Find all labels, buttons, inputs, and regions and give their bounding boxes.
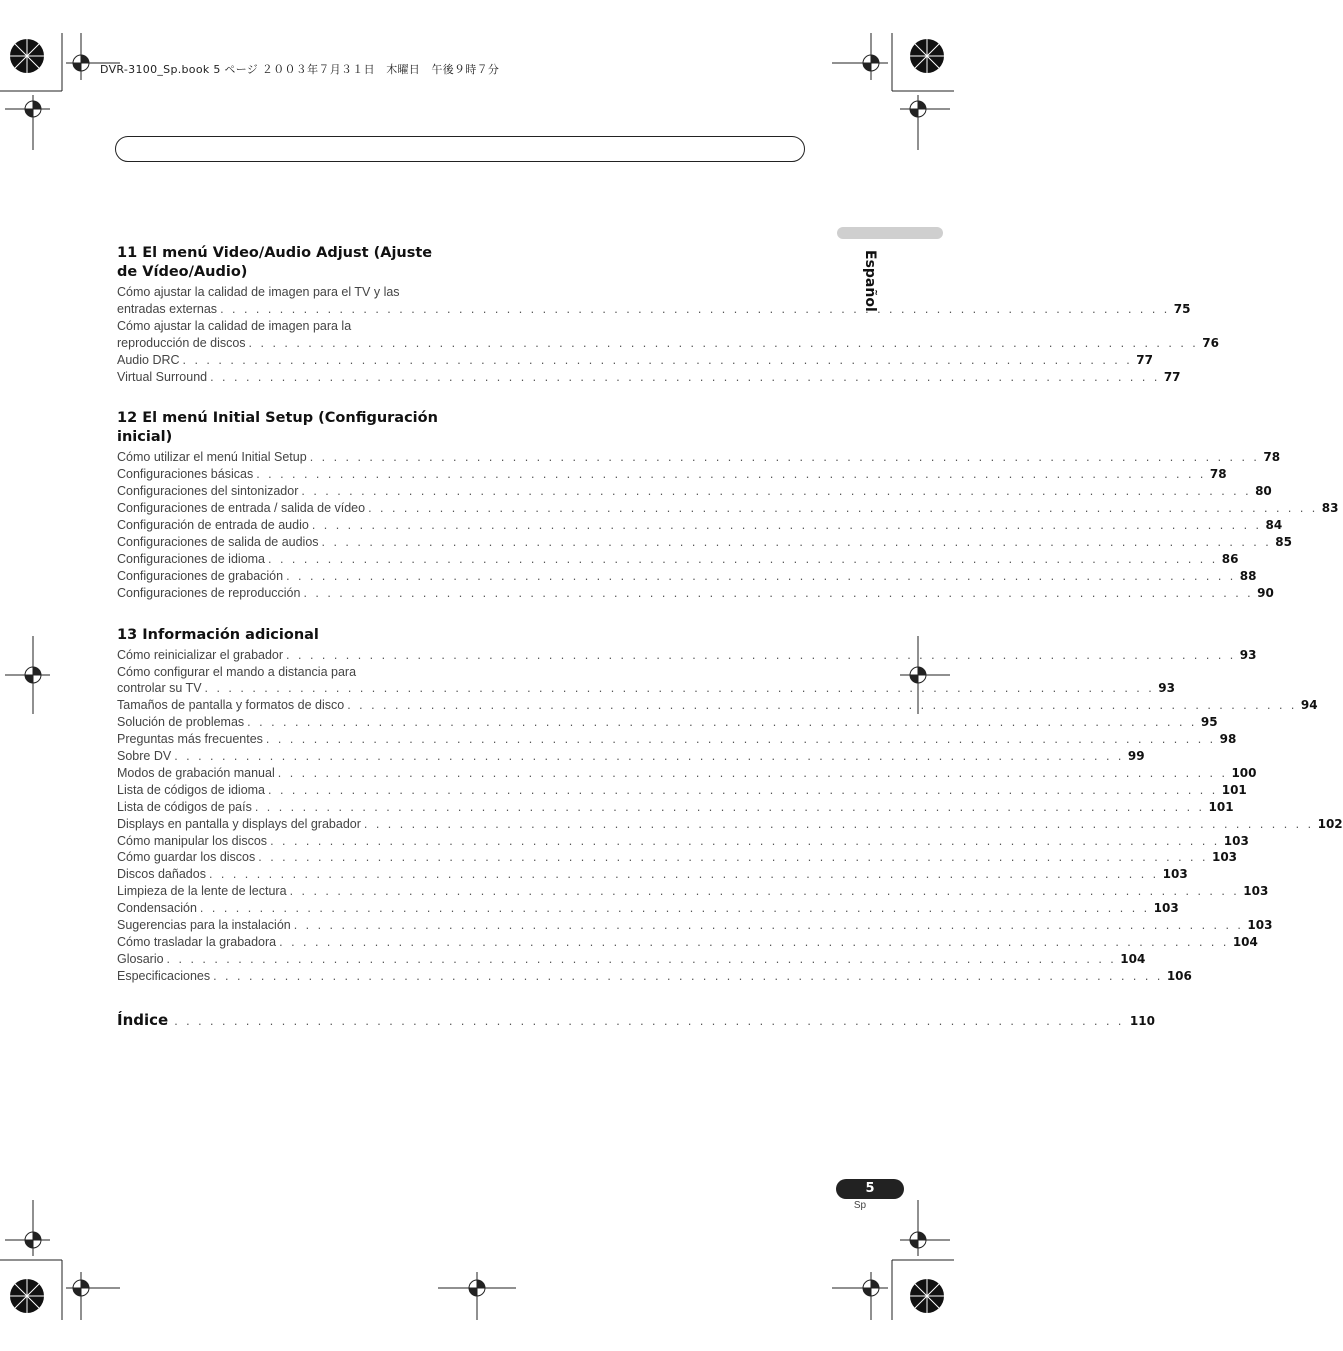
toc-entry[interactable] — [117, 765, 1257, 782]
entry-label: Limpieza de la lente de lectura — [117, 884, 287, 899]
toc-entry[interactable] — [117, 664, 1175, 698]
entry-row — [117, 500, 1339, 517]
toc-entry[interactable] — [117, 369, 1181, 386]
entry-page-number: 85 — [1275, 534, 1292, 549]
toc-entry[interactable] — [117, 934, 1258, 951]
entry-page-number: 99 — [1127, 749, 1145, 764]
entry-page-number: 98 — [1219, 732, 1237, 747]
chapter-title-bar — [115, 136, 805, 162]
dot-leader: . . . . . . . . . . . . . . . . . . . . . . . . . . . . . . . . . . . . . . . . . . . . . . . . . . . . . . . . . . . . . . . . . . . . . . . . . . . . . . . . — [301, 484, 1252, 499]
toc-entry[interactable] — [117, 900, 1179, 917]
entry-row — [117, 585, 1274, 602]
dot-leader: . . . . . . . . . . . . . . . . . . . . . . . . . . . . . . . . . . . . . . . . . . . . . . . . . . . . . . . . . . . . . . . . . . . . . . . . . . . . . . . . — [270, 833, 1220, 848]
entry-label-line: Cómo configurar el mando a distancia para — [117, 664, 357, 679]
toc-entry[interactable] — [117, 449, 1281, 466]
dot-leader: . . . . . . . . . . . . . . . . . . . . . . . . . . . . . . . . . . . . . . . . . . . . . . . . . . . . . . . . . . . . . . . . . . . . . . . . . . . . . . . . — [303, 585, 1254, 600]
toc-entry[interactable] — [117, 568, 1257, 585]
entry-label: Preguntas más frecuentes — [117, 732, 263, 747]
language-tab — [837, 227, 943, 239]
entry-row — [117, 369, 1181, 386]
entry-row — [117, 731, 1237, 748]
entry-row — [117, 833, 1249, 850]
entry-label: Especificaciones — [117, 968, 211, 983]
entry-label: Configuraciones de idioma — [117, 551, 266, 566]
page-number: 5 — [836, 1179, 904, 1199]
dot-leader: . . . . . . . . . . . . . . . . . . . . . . . . . . . . . . . . . . . . . . . . . . . . . . . . . . . . . . . . . . . . . . . . . . . . . . . . . . . . . . . . — [309, 450, 1260, 465]
entry-label: Lista de códigos de idioma — [117, 782, 266, 797]
entry-row — [117, 534, 1292, 551]
toc-section — [117, 626, 1343, 985]
toc-entry[interactable] — [117, 866, 1188, 883]
dot-leader: . . . . . . . . . . . . . . . . . . . . . . . . . . . . . . . . . . . . . . . . . . . . . . . . . . . . . . . . . . . . . . . . . . . . . . . . . . . . . . . . — [265, 732, 1216, 747]
language-label: Español — [862, 250, 878, 312]
entry-label: Configuraciones de grabación — [117, 568, 284, 583]
entry-page-number: 101 — [1221, 782, 1247, 797]
entry-label: Displays en pantalla y displays del grabador — [117, 816, 361, 831]
entry-row — [117, 816, 1343, 833]
entry-page-number: 104 — [1120, 951, 1146, 966]
entry-row — [117, 352, 1153, 369]
entry-label: controlar su TV — [117, 681, 202, 696]
entry-row — [117, 968, 1192, 985]
entry-label: Virtual Surround — [117, 369, 208, 384]
entry-label: Cómo utilizar el menú Initial Setup — [117, 450, 307, 465]
entry-page-number: 86 — [1221, 551, 1239, 566]
entry-row — [117, 647, 1257, 664]
entry-page-number: 88 — [1239, 568, 1257, 583]
dot-leader: . . . . . . . . . . . . . . . . . . . . . . . . . . . . . . . . . . . . . . . . . . . . . . . . . . . . . . . . . . . . . . . . . . . . . . . . . . . . . . . . — [277, 765, 1228, 780]
entry-page-number: 103 — [1247, 918, 1273, 933]
entry-label: Sugerencias para la instalación — [117, 918, 291, 933]
entry-label-line: Cómo ajustar la calidad de imagen para el TV y las — [117, 285, 400, 299]
entry-label: Glosario — [117, 951, 164, 966]
dot-leader: . . . . . . . . . . . . . . . . . . . . . . . . . . . . . . . . . . . . . . . . . . . . . . . . . . . . . . . . . . . . . . . . . . . . . . . . . . . . . . . . — [208, 867, 1159, 882]
dot-leader: . . . . . . . . . . . . . . . . . . . . . . . . . . . . . . . . . . . . . . . . . . . . . . . . . . . . . . . . . . . . . . . . . . . . . . . . . . . . . . . . — [210, 369, 1160, 384]
toc-entry[interactable] — [117, 816, 1343, 833]
toc-entry[interactable] — [117, 534, 1292, 551]
entry-page-number: 95 — [1200, 715, 1218, 730]
dot-leader: . . . . . . . . . . . . . . . . . . . . . . . . . . . . . . . . . . . . . . . . . . . . . . . . . . . . . . . . . . . . . . . . . . . . . . . . . . . . . . . . — [279, 935, 1229, 949]
entry-row — [117, 483, 1272, 500]
entry-row — [117, 714, 1218, 731]
entry-row — [117, 551, 1239, 568]
entry-page-number: 100 — [1231, 765, 1257, 780]
entry-page-number: 93 — [1158, 681, 1175, 696]
toc-section — [117, 409, 1339, 601]
entry-page-number: 76 — [1202, 335, 1219, 350]
entry-label: Cómo reinicializar el grabador — [117, 647, 284, 662]
entry-row — [117, 799, 1234, 816]
toc-entry[interactable] — [117, 466, 1227, 483]
dot-leader: . . . . . . . . . . . . . . . . . . . . . . . . . . . . . . . . . . . . . . . . . . . . . . . . . . . . . . . . . . . . . . . . . . . . . . . . . . . . . . . . — [254, 799, 1205, 814]
entry-page-number: 77 — [1136, 352, 1153, 367]
entry-page-number: 103 — [1211, 850, 1238, 865]
toc-entry[interactable] — [117, 782, 1247, 799]
entry-label: Configuraciones del sintonizador — [117, 484, 299, 499]
dot-leader: . . . . . . . . . . . . . . . . . . . . . . . . . . . . . . . . . . . . . . . . . . . . . . . . . . . . . . . . . . . . . . . . . . . . . . . . . . . . . . . . — [174, 1013, 1124, 1028]
dot-leader: . . . . . . . . . . . . . . . . . . . . . . . . . . . . . . . . . . . . . . . . . . . . . . . . . . . . . . . . . . . . . . . . . . . . . . . . . . . . . . . . — [166, 951, 1117, 966]
entry-label: Cómo guardar los discos — [117, 850, 256, 865]
dot-leader: . . . . . . . . . . . . . . . . . . . . . . . . . . . . . . . . . . . . . . . . . . . . . . . . . . . . . . . . . . . . . . . . . . . . . . . . . . . . . . . . — [368, 501, 1318, 516]
entry-label: Lista de códigos de país — [117, 799, 252, 814]
dot-leader: . . . . . . . . . . . . . . . . . . . . . . . . . . . . . . . . . . . . . . . . . . . . . . . . . . . . . . . . . . . . . . . . . . . . . . . . . . . . . . . . — [204, 681, 1155, 696]
dot-leader: . . . . . . . . . . . . . . . . . . . . . . . . . . . . . . . . . . . . . . . . . . . . . . . . . . . . . . . . . . . . . . . . . . . . . . . . . . . . . . . . — [363, 816, 1314, 831]
entry-label: Sobre DV — [117, 749, 172, 764]
dot-leader: . . . . . . . . . . . . . . . . . . . . . . . . . . . . . . . . . . . . . . . . . . . . . . . . . . . . . . . . . . . . . . . . . . . . . . . . . . . . . . . . — [311, 518, 1262, 533]
entry-row — [117, 951, 1146, 968]
toc-entry[interactable] — [117, 517, 1283, 534]
toc-entry[interactable] — [117, 284, 1191, 318]
dot-leader: . . . . . . . . . . . . . . . . . . . . . . . . . . . . . . . . . . . . . . . . . . . . . . . . . . . . . . . . . . . . . . . . . . . . . . . . . . . . . . . . — [321, 534, 1272, 549]
dot-leader: . . . . . . . . . . . . . . . . . . . . . . . . . . . . . . . . . . . . . . . . . . . . . . . . . . . . . . . . . . . . . . . . . . . . . . . . . . . . . . . . — [289, 884, 1240, 899]
toc-entry[interactable] — [117, 833, 1249, 850]
toc-entry[interactable] — [117, 968, 1192, 985]
dot-leader: . . . . . . . . . . . . . . . . . . . . . . . . . . . . . . . . . . . . . . . . . . . . . . . . . . . . . . . . . . . . . . . . . . . . . . . . . . . . . . . . — [213, 968, 1163, 983]
index-label: Índice — [117, 1010, 169, 1029]
entry-page-number: 103 — [1243, 884, 1269, 899]
entry-page-number: 102 — [1317, 816, 1343, 831]
section-title: 13 Información adicional — [117, 626, 319, 643]
entry-label: Configuraciones básicas — [117, 467, 254, 482]
entry-row — [117, 782, 1247, 799]
entry-label-line: Cómo ajustar la calidad de imagen para la — [117, 318, 352, 333]
entry-row — [117, 568, 1257, 585]
entry-label: Modos de grabación manual — [117, 765, 275, 780]
entry-label: entradas externas — [117, 301, 218, 316]
toc-entry[interactable] — [117, 714, 1218, 731]
entry-row — [117, 900, 1179, 917]
entry-label: Audio DRC — [117, 352, 180, 367]
entry-row — [117, 917, 1273, 934]
entry-row — [117, 883, 1269, 900]
section-title: 11 El menú Video/Audio Adjust (Ajuste de Vídeo/Audio) — [117, 245, 433, 280]
dot-leader: . . . . . . . . . . . . . . . . . . . . . . . . . . . . . . . . . . . . . . . . . . . . . . . . . . . . . . . . . . . . . . . . . . . . . . . . . . . . . . . . — [286, 647, 1236, 662]
entry-row — [117, 765, 1257, 782]
dot-leader: . . . . . . . . . . . . . . . . . . . . . . . . . . . . . . . . . . . . . . . . . . . . . . . . . . . . . . . . . . . . . . . . . . . . . . . . . . . . . . . . — [286, 568, 1236, 583]
toc-entry[interactable] — [117, 799, 1234, 816]
entry-label: Configuraciones de salida de audios — [117, 534, 319, 549]
entry-row — [117, 449, 1281, 466]
toc-entry[interactable] — [117, 883, 1269, 900]
entry-row — [117, 866, 1188, 883]
entry-label: Discos dañados — [117, 867, 206, 882]
toc-entry[interactable] — [117, 748, 1145, 765]
entry-label: Cómo trasladar la grabadora — [117, 935, 277, 949]
dot-leader: . . . . . . . . . . . . . . . . . . . . . . . . . . . . . . . . . . . . . . . . . . . . . . . . . . . . . . . . . . . . . . . . . . . . . . . . . . . . . . . . — [268, 551, 1218, 566]
entry-label: Configuraciones de entrada / salida de vídeo — [117, 501, 366, 516]
section-title: 12 El menú Initial Setup (Configuración inicial) — [117, 410, 438, 446]
entry-label: reproducción de discos — [117, 335, 246, 350]
toc-entry[interactable] — [117, 917, 1273, 934]
toc-entry[interactable] — [117, 585, 1274, 602]
entry-label: Solución de problemas — [117, 715, 245, 730]
entry-page-number: 104 — [1232, 935, 1258, 949]
entry-row — [117, 466, 1227, 483]
entry-page-number: 106 — [1166, 968, 1192, 983]
entry-page-number: 90 — [1257, 585, 1274, 600]
dot-leader: . . . . . . . . . . . . . . . . . . . . . . . . . . . . . . . . . . . . . . . . . . . . . . . . . . . . . . . . . . . . . . . . . . . . . . . . . . . . . . . . — [220, 301, 1170, 316]
toc-entry[interactable] — [117, 500, 1339, 517]
entry-page-number: 75 — [1173, 301, 1191, 316]
entry-page-number: 77 — [1163, 369, 1181, 384]
entry-row — [117, 934, 1258, 951]
entry-page-number: 101 — [1208, 799, 1234, 814]
dot-leader: . . . . . . . . . . . . . . . . . . . . . . . . . . . . . . . . . . . . . . . . . . . . . . . . . . . . . . . . . . . . . . . . . . . . . . . . . . . . . . . . — [347, 698, 1297, 713]
entry-label: Cómo manipular los discos — [117, 833, 268, 848]
entry-page-number: 103 — [1162, 867, 1188, 882]
entry-row — [117, 680, 1175, 697]
entry-page-number: 94 — [1300, 698, 1318, 713]
print-header-info: DVR-3100_Sp.book 5 ページ ２００３年７月３１日 木曜日 午後９時７分 — [100, 63, 500, 76]
toc-entry[interactable] — [117, 697, 1318, 714]
dot-leader: . . . . . . . . . . . . . . . . . . . . . . . . . . . . . . . . . . . . . . . . . . . . . . . . . . . . . . . . . . . . . . . . . . . . . . . . . . . . . . . . — [256, 467, 1206, 482]
toc-entry[interactable] — [117, 352, 1153, 369]
entry-label: Configuraciones de reproducción — [117, 585, 301, 600]
index-entry[interactable] — [117, 1010, 1155, 1029]
entry-page-number: 78 — [1209, 467, 1227, 482]
entry-label: Configuración de entrada de audio — [117, 518, 309, 533]
index-page-number: 110 — [1129, 1013, 1155, 1028]
entry-row — [117, 517, 1283, 534]
entry-page-number: 84 — [1265, 518, 1283, 533]
dot-leader: . . . . . . . . . . . . . . . . . . . . . . . . . . . . . . . . . . . . . . . . . . . . . . . . . . . . . . . . . . . . . . . . . . . . . . . . . . . . . . . . — [248, 335, 1199, 350]
entry-row — [117, 301, 1191, 318]
toc-entry[interactable] — [117, 551, 1239, 568]
entry-row — [117, 849, 1238, 866]
entry-label: Tamaños de pantalla y formatos de disco — [117, 698, 345, 713]
entry-row — [117, 335, 1219, 352]
toc-entry[interactable] — [117, 647, 1257, 664]
entry-page-number: 83 — [1321, 501, 1339, 516]
page-suffix: Sp — [853, 1200, 867, 1211]
toc-entry[interactable] — [117, 483, 1272, 500]
dot-leader: . . . . . . . . . . . . . . . . . . . . . . . . . . . . . . . . . . . . . . . . . . . . . . . . . . . . . . . . . . . . . . . . . . . . . . . . . . . . . . . . — [293, 918, 1244, 933]
entry-page-number: 78 — [1263, 450, 1281, 465]
entry-row — [117, 748, 1145, 765]
dot-leader: . . . . . . . . . . . . . . . . . . . . . . . . . . . . . . . . . . . . . . . . . . . . . . . . . . . . . . . . . . . . . . . . . . . . . . . . . . . . . . . . — [258, 850, 1208, 865]
dot-leader: . . . . . . . . . . . . . . . . . . . . . . . . . . . . . . . . . . . . . . . . . . . . . . . . . . . . . . . . . . . . . . . . . . . . . . . . . . . . . . . . — [247, 715, 1197, 730]
entry-page-number: 103 — [1153, 901, 1179, 916]
toc-entry[interactable] — [117, 318, 1219, 352]
toc-entry[interactable] — [117, 951, 1146, 968]
entry-page-number: 93 — [1239, 647, 1257, 662]
entry-row — [117, 697, 1318, 714]
dot-leader: . . . . . . . . . . . . . . . . . . . . . . . . . . . . . . . . . . . . . . . . . . . . . . . . . . . . . . . . . . . . . . . . . . . . . . . . . . . . . . . . — [199, 901, 1150, 916]
dot-leader: . . . . . . . . . . . . . . . . . . . . . . . . . . . . . . . . . . . . . . . . . . . . . . . . . . . . . . . . . . . . . . . . . . . . . . . . . . . . . . . . — [174, 749, 1124, 764]
toc-entry[interactable] — [117, 731, 1237, 748]
entry-label: Condensación — [117, 901, 197, 916]
entry-page-number: 103 — [1223, 833, 1249, 848]
dot-leader: . . . . . . . . . . . . . . . . . . . . . . . . . . . . . . . . . . . . . . . . . . . . . . . . . . . . . . . . . . . . . . . . . . . . . . . . . . . . . . . . — [268, 782, 1218, 797]
toc-entry[interactable] — [117, 849, 1238, 866]
dot-leader: . . . . . . . . . . . . . . . . . . . . . . . . . . . . . . . . . . . . . . . . . . . . . . . . . . . . . . . . . . . . . . . . . . . . . . . . . . . . . . . . — [182, 352, 1133, 367]
entry-page-number: 80 — [1255, 484, 1272, 499]
